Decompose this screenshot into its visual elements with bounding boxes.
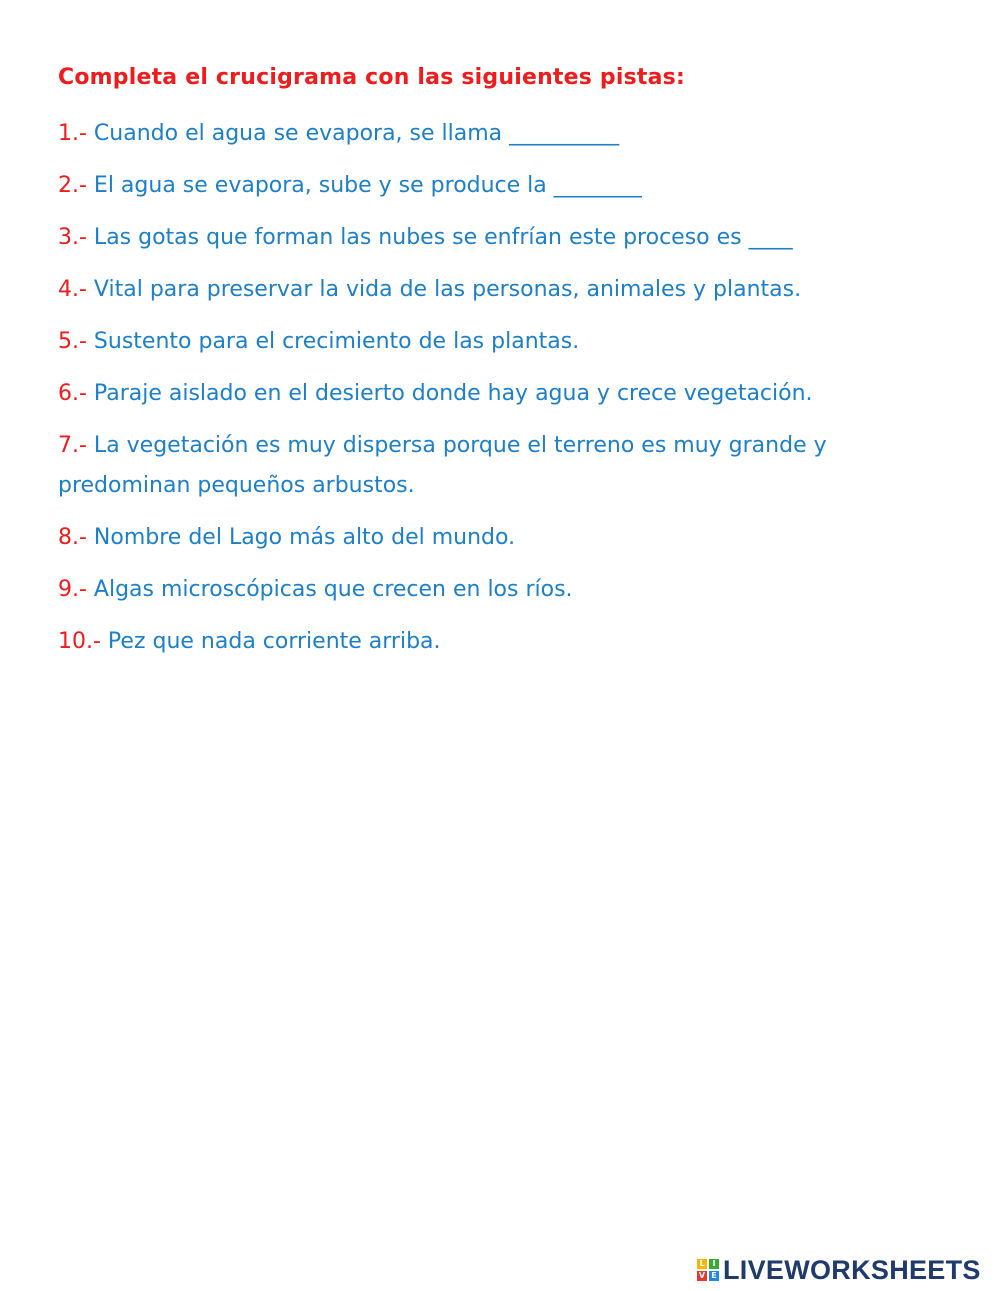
brand-name: LIVEWORKSHEETS (723, 1254, 981, 1285)
clue-5 (58, 322, 958, 362)
clue-number: 2.- (58, 173, 87, 198)
clue-text: Vital para preservar la vida de las personas, animales y plantas. (86, 277, 802, 302)
clue-text: Nombre del Lago más alto del mundo. (86, 525, 516, 550)
clue-number: 10.- (58, 629, 101, 654)
clue-text: La vegetación es muy dispersa porque el terreno es muy grande y predominan pequeños arbustos. (58, 433, 827, 498)
clue-8 (58, 518, 958, 558)
logo-mark-tile: I (709, 1259, 719, 1269)
clue-number: 7.- (58, 433, 87, 458)
clue-number: 1.- (58, 121, 87, 146)
clue-number: 8.- (58, 525, 87, 550)
clue-number: 5.- (58, 329, 87, 354)
worksheet (58, 62, 958, 674)
liveworksheets-logo (697, 1254, 981, 1286)
clue-number: 4.- (58, 277, 87, 302)
clue-text: Las gotas que forman las nubes se enfrían este proceso es ____ (86, 225, 793, 250)
clue-text: Cuando el agua se evapora, se llama __________ (86, 121, 620, 146)
clue-number: 9.- (58, 577, 87, 602)
clue-3 (58, 218, 958, 258)
worksheet-title: Completa el crucigrama con las siguientes pistas: (58, 65, 685, 90)
logo-mark-tile: E (709, 1271, 719, 1281)
clue-4 (58, 270, 958, 310)
logo-mark-tile: L (697, 1259, 707, 1269)
clue-text: El agua se evapora, sube y se produce la ________ (86, 173, 642, 198)
clue-2 (58, 166, 958, 206)
clue-text: Algas microscópicas que crecen en los ríos. (86, 577, 573, 602)
clue-7 (58, 426, 958, 506)
clue-text: Paraje aislado en el desierto donde hay agua y crece vegetación. (86, 381, 813, 406)
clue-number: 6.- (58, 381, 87, 406)
clue-text: Pez que nada corriente arriba. (100, 629, 441, 654)
liveworksheets-mark-icon (697, 1259, 719, 1281)
clue-number: 3.- (58, 225, 87, 250)
clue-6 (58, 374, 958, 414)
clue-text: Sustento para el crecimiento de las plantas. (86, 329, 580, 354)
clue-9 (58, 570, 958, 610)
logo-mark-tile: V (698, 1271, 706, 1280)
clue-10 (58, 622, 958, 662)
clue-1 (58, 114, 958, 154)
